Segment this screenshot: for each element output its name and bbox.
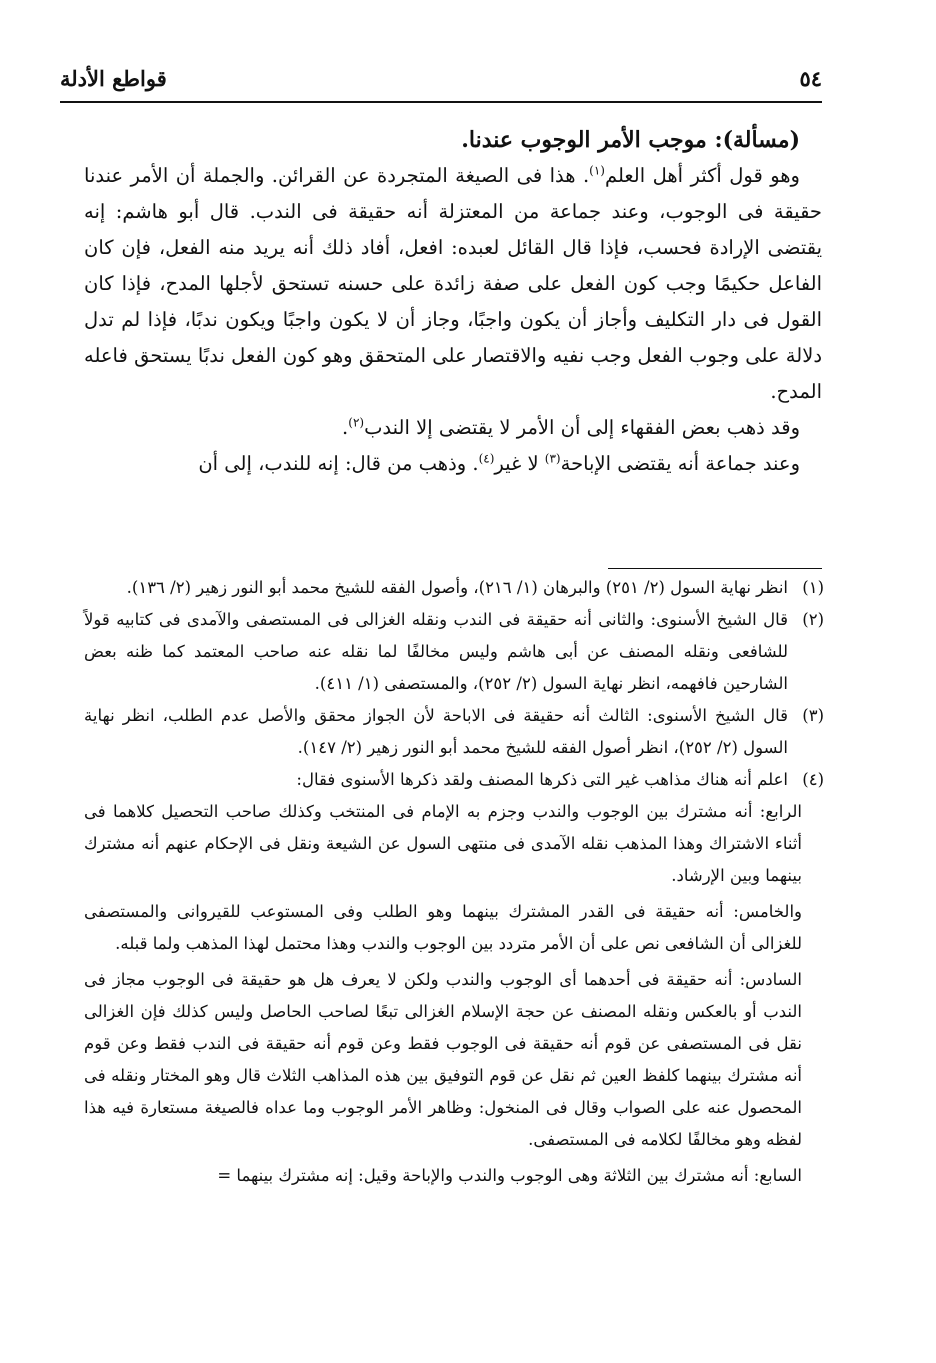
paragraph-2-text-a: وقد ذهب بعض الفقهاء إلى أن الأمر لا يقتضى إلا الندب [364, 416, 800, 439]
main-text [84, 122, 822, 482]
footnote-4-item-5: والخامس: أنه حقيقة فى القدر المشترك بينهما وهو الطلب وفى المستوعب للقيروانى والمستصفى للغزالى أن الشافعى نص على أن الأمر متردد بين الوجوب والندب وهذا محتمل لهذا المذهب ولما قبله. [84, 902, 802, 953]
footnote-1 [84, 572, 824, 604]
footnote-ref-3[interactable]: (٣) [544, 451, 561, 466]
footnotes [84, 572, 824, 1192]
footnote-ref-1[interactable]: (١) [589, 163, 605, 178]
section-heading: (مسألة): موجب الأمر الوجوب عندنا. [461, 127, 800, 153]
page-number: ٥٤ [799, 66, 822, 91]
paragraph-1-text-a: وهو قول أكثر أهل العلم [604, 164, 800, 187]
footnote-4-item-4: الرابع: أنه مشترك بين الوجوب والندب وجزم به الإمام فى المنتخب وكذلك صاحب التحصيل كلاهما فى أثناء الاشتراك وهذا المذهب نقله الآمدى فى منتهى السول عن الشيعة ونقل فى الإحكام عنهم أنه مشترك بينهما وبين الإرشاد. [84, 802, 802, 885]
footnote-text: قال الشيخ الأسنوى: الثالث أنه حقيقة فى الاباحة لأن الجواز محقق والأصل عدم الطلب، انظر نهاية السول (٢/ ٢٥٢)، انظر أصول الفقه للشيخ محمد أبو النور زهير (٢/ ١٤٧). [84, 706, 788, 757]
paragraph-2 [84, 410, 822, 446]
footnote-separator [608, 568, 822, 569]
paragraph-3-text-c: . وذهب من قال: إنه للندب، إلى أن [198, 452, 479, 475]
footnote-3 [84, 700, 824, 764]
footnote-4 [84, 764, 824, 796]
footnote-number: (١) [802, 578, 824, 597]
footnote-4-item-6: السادس: أنه حقيقة فى أحدهما أى الوجوب والندب ولكن لا يعرف هل هو حقيقة فى الوجوب مجاز فى الندب أو بالعكس ونقله المصنف عن حجة الإسلام الغزالى تبعًا لصاحب الحاصل وليس كذلك فإن الغزالى نقل فى المستصفى عن قوم أنه حقيقة فى الوجوب فقط وعن قوم أنه حقيقة فى الندب فقط وعن قوم أنه مشترك بينهما كلفظ العين ثم نقل عن قوم التوفيق بين هذه المذاهب الثلاث قال وهو المختار ونقله فى المحصول عنه على الصواب وقال فى المنخول: وظاهر الأمر الوجوب وما عداه فالصيغة مستعارة فيه هذا لفظه وهو مخالفًا لكلامه فى المستصفى. [84, 970, 802, 1149]
footnote-text: قال الشيخ الأسنوى: والثانى أنه حقيقة فى الندب ونقله الغزالى فى المستصفى والآمدى فى كتابيه قولاً للشافعى ونقله المصنف عن أبى هاشم وليس مخالفًا لما نقله عنه صاحب المعتمد كما ظنه بعض الشارحين فافهمه، انظر نهاية السول (٢/ ٢٥٢)، والمستصفى (١/ ٤١١). [84, 610, 788, 693]
footnote-2 [84, 604, 824, 700]
paragraph-3-text-a: وعند جماعة أنه يقتضى الإباحة [560, 452, 800, 475]
paragraph-1-text-b: . هذا فى الصيغة المتجردة عن القرائن. والجملة أن الأمر عندنا حقيقة فى الوجوب، وعند جماعة من المعتزلة أنه حقيقة فى الندب. قال أبو هاشم: إنه يقتضى الإرادة فحسب، فإذا قال القائل لعبده: افعل، أفاد ذلك أنه يريد منه الفعل، فإن كان الفاعل حكيمًا وجب كون الفعل على صفة زائدة على حسنه تستحق لأجلها المدح، فإذا كان القول فى دار التكليف وأجاز أن يكون واجبًا، وجاز أن لا يكون واجبًا ويكون ندبًا، فإذا لم تدل دلالة على وجوب الفعل وجب نفيه والاقتصار على المتحقق وهو كون الفعل ندبًا يستحق فاعله المدح. [84, 164, 822, 403]
footnote-4-item-7: السابع: أنه مشترك بين الثلاثة وهى الوجوب والندب والإباحة وقيل: إنه مشترك بينهما = [217, 1166, 802, 1185]
header-rule [60, 101, 822, 103]
paragraph-3-text-b: لا غير [494, 452, 545, 475]
paragraph-2-text-b: . [342, 416, 349, 439]
running-header [60, 66, 822, 91]
paragraph-1 [84, 158, 822, 410]
footnote-number: (٤) [802, 770, 824, 789]
footnote-text: اعلم أنه هناك مذاهب غير التى ذكرها المصنف ولقد ذكرها الأسنوى فقال: [296, 770, 788, 789]
footnote-ref-4[interactable]: (٤) [478, 451, 495, 466]
footnote-number: (٣) [802, 706, 824, 725]
footnote-text: انظر نهاية السول (٢/ ٢٥١) والبرهان (١/ ٢١٦)، وأصول الفقه للشيخ محمد أبو النور زهير (٢/ ١٣٦). [126, 578, 788, 597]
footnote-ref-2[interactable]: (٢) [348, 415, 365, 430]
paragraph-3 [84, 446, 822, 482]
book-title: قواطع الأدلة [60, 66, 167, 91]
footnote-number: (٢) [802, 610, 824, 629]
